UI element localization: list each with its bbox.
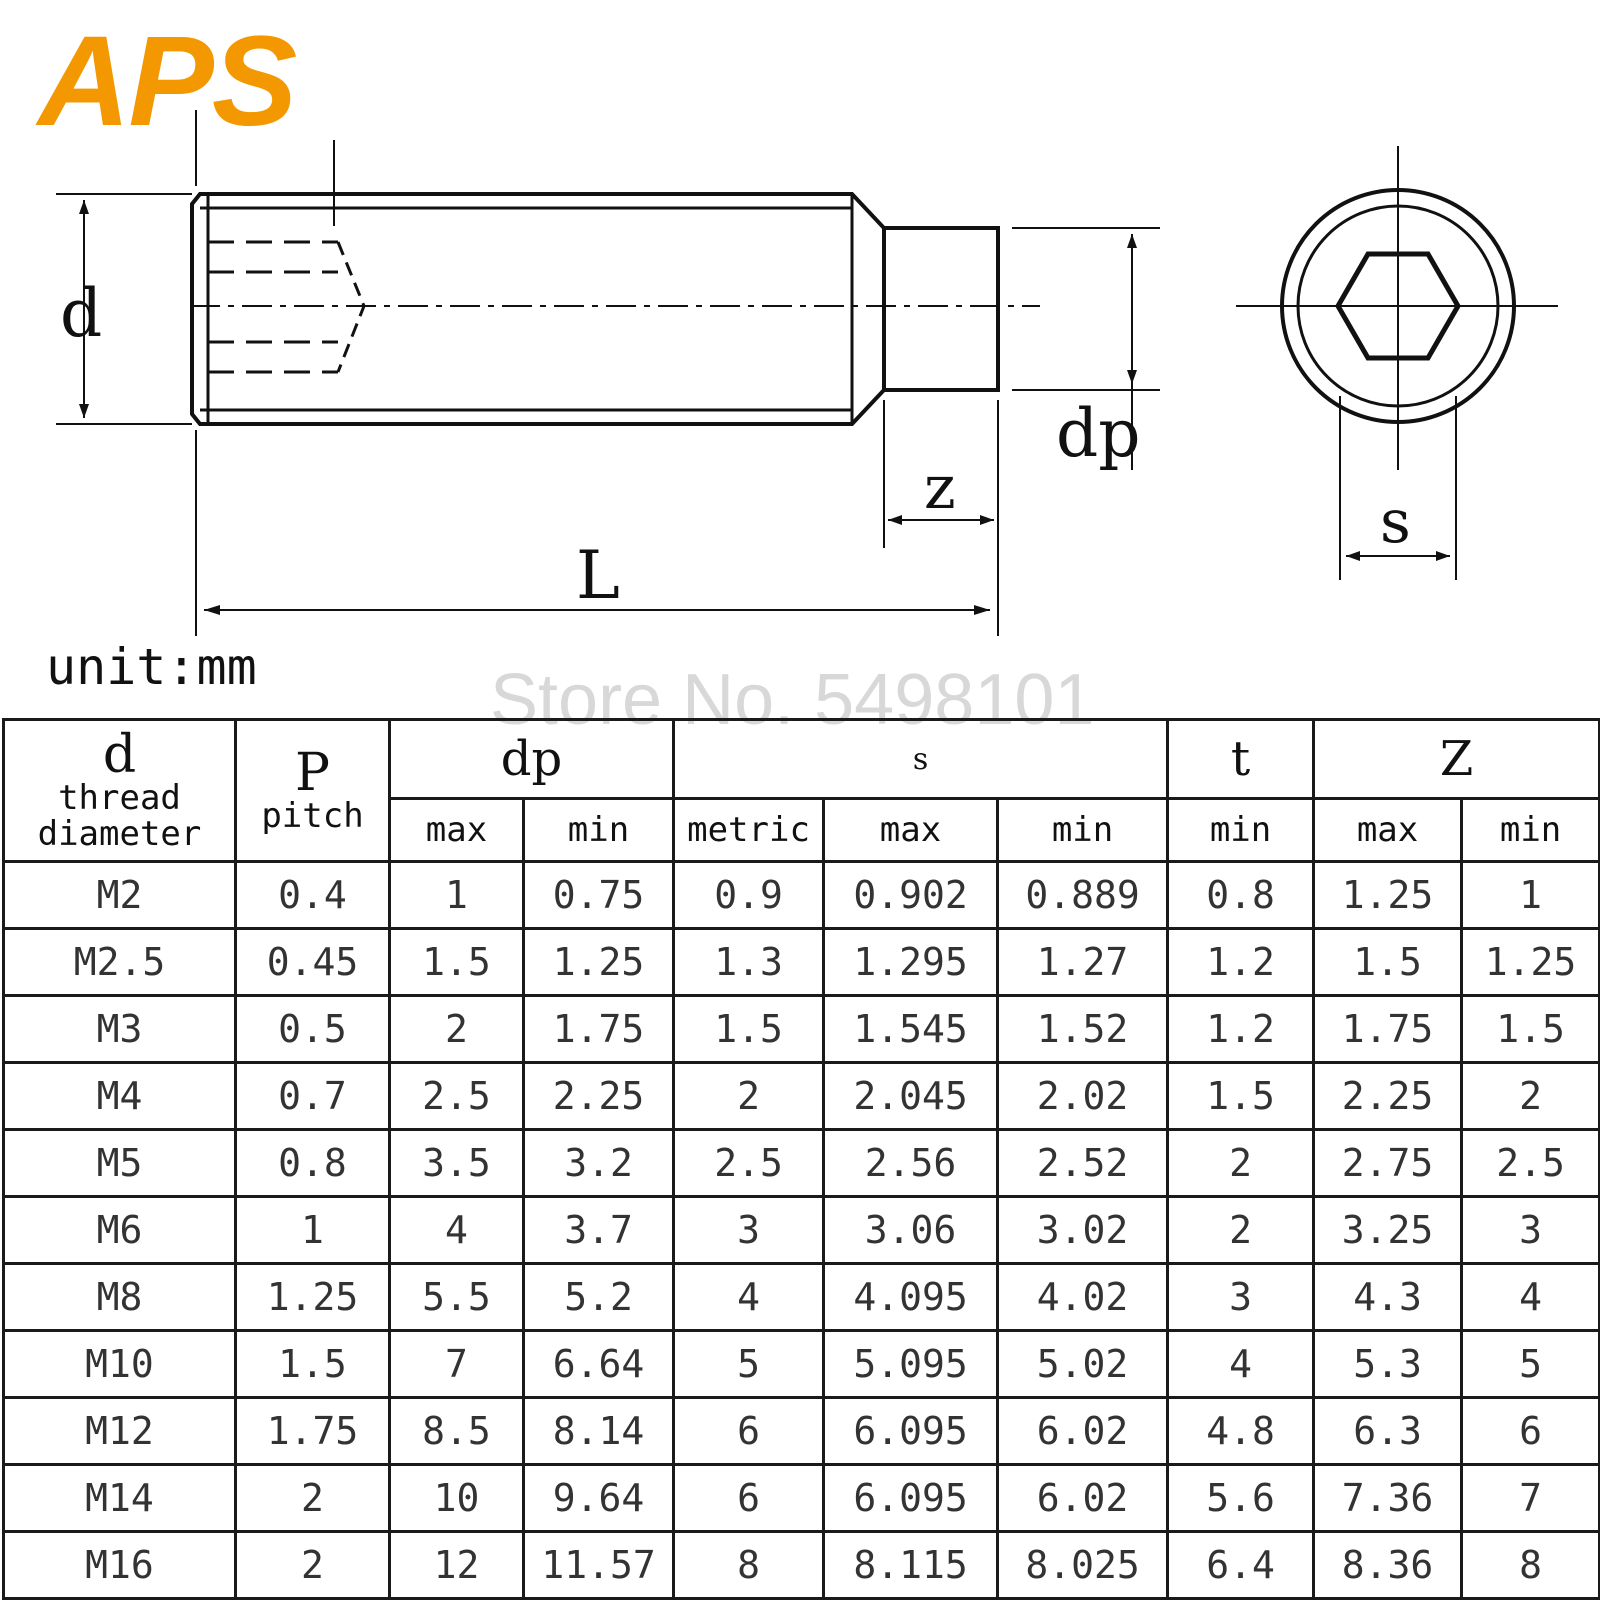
header-p (236, 720, 390, 862)
label-z: z (924, 453, 956, 523)
table-cell: 4.3 (1314, 1264, 1462, 1331)
table-cell: 6 (1462, 1398, 1600, 1465)
header-d-desc-2: diameter (37, 813, 202, 854)
table-row (4, 1465, 1600, 1532)
table-cell: 1.5 (390, 929, 524, 996)
table-cell: 1.5 (1462, 996, 1600, 1063)
table-cell: 1 (1462, 862, 1600, 929)
table-cell: 1.5 (1168, 1063, 1314, 1130)
table-row (4, 996, 1600, 1063)
table-cell: 3.06 (824, 1197, 998, 1264)
table-cell: 3 (1168, 1264, 1314, 1331)
header-d-desc-1: thread (58, 777, 181, 818)
unit-label: unit:mm (46, 638, 257, 696)
table-cell: 2.75 (1314, 1130, 1462, 1197)
table-cell: 3 (1462, 1197, 1600, 1264)
table-cell: 5.02 (998, 1331, 1168, 1398)
table-cell: 0.75 (524, 862, 674, 929)
table-cell: 1 (236, 1197, 390, 1264)
table-cell: 3.7 (524, 1197, 674, 1264)
table-row (4, 1197, 1600, 1264)
table-cell: 2.52 (998, 1130, 1168, 1197)
table-cell: 4.095 (824, 1264, 998, 1331)
table-cell: 7 (1462, 1465, 1600, 1532)
table-cell: 2.56 (824, 1130, 998, 1197)
header-z-group: Z (1314, 720, 1600, 799)
header-p-symbol: P (295, 742, 330, 803)
table-cell: M16 (4, 1532, 236, 1599)
header-s-group: s (674, 720, 1168, 799)
table-cell: 7 (390, 1331, 524, 1398)
header-dp-max: max (390, 799, 524, 862)
table-cell: 2.045 (824, 1063, 998, 1130)
table-cell: 1 (390, 862, 524, 929)
label-dp: dp (1056, 395, 1141, 472)
table-cell: 6 (674, 1398, 824, 1465)
table-row (4, 862, 1600, 929)
table-cell: 2 (1168, 1130, 1314, 1197)
table-cell: 1.2 (1168, 929, 1314, 996)
table-cell: 6.02 (998, 1465, 1168, 1532)
screw-body-outline (192, 194, 884, 424)
table-cell: 2.02 (998, 1063, 1168, 1130)
table-row (4, 1331, 1600, 1398)
table-cell: 8.025 (998, 1532, 1168, 1599)
header-s-min: min (998, 799, 1168, 862)
table-cell: 6 (674, 1465, 824, 1532)
table-cell: 1.75 (1314, 996, 1462, 1063)
table-cell: 4 (1462, 1264, 1600, 1331)
spec-table (2, 718, 1600, 1600)
table-row (4, 929, 1600, 996)
table-cell: 8.14 (524, 1398, 674, 1465)
table-row (4, 1532, 1600, 1599)
table-cell: 5.2 (524, 1264, 674, 1331)
header-z-min: min (1462, 799, 1600, 862)
table-cell: 2.25 (1314, 1063, 1462, 1130)
table-cell: 2 (1462, 1063, 1600, 1130)
table-cell: 1.75 (236, 1398, 390, 1465)
table-cell: 4.02 (998, 1264, 1168, 1331)
table-cell: 1.5 (674, 996, 824, 1063)
table-cell: 3.2 (524, 1130, 674, 1197)
table-cell: 11.57 (524, 1532, 674, 1599)
table-cell: 0.902 (824, 862, 998, 929)
header-z-max: max (1314, 799, 1462, 862)
table-cell: 2 (674, 1063, 824, 1130)
header-p-desc: pitch (261, 795, 364, 836)
label-L: L (576, 537, 620, 614)
table-cell: 1.3 (674, 929, 824, 996)
table-cell: M5 (4, 1130, 236, 1197)
table-cell: 0.45 (236, 929, 390, 996)
table-cell: 5 (674, 1331, 824, 1398)
header-d-symbol: d (102, 724, 137, 785)
table-cell: 5.3 (1314, 1331, 1462, 1398)
label-s: s (1380, 487, 1411, 557)
table-cell: 1.52 (998, 996, 1168, 1063)
table-cell: 4 (390, 1197, 524, 1264)
table-cell: 6.095 (824, 1465, 998, 1532)
dog-point-outline (884, 228, 998, 390)
table-row (4, 1130, 1600, 1197)
table-cell: 0.889 (998, 862, 1168, 929)
table-cell: M10 (4, 1331, 236, 1398)
table-cell: M6 (4, 1197, 236, 1264)
table-cell: 1.545 (824, 996, 998, 1063)
table-cell: 6.4 (1168, 1532, 1314, 1599)
table-cell: M2 (4, 862, 236, 929)
table-cell: 9.64 (524, 1465, 674, 1532)
table-cell: 6.3 (1314, 1398, 1462, 1465)
table-cell: 7.36 (1314, 1465, 1462, 1532)
table-cell: 8 (1462, 1532, 1600, 1599)
table-cell: 8.115 (824, 1532, 998, 1599)
table-cell: 1.75 (524, 996, 674, 1063)
table-cell: 2.5 (674, 1130, 824, 1197)
table-cell: 3.02 (998, 1197, 1168, 1264)
header-s-metric: metric (674, 799, 824, 862)
table-cell: 5 (1462, 1331, 1600, 1398)
table-cell: 1.5 (236, 1331, 390, 1398)
table-cell: 1.25 (1462, 929, 1600, 996)
table-cell: 6.64 (524, 1331, 674, 1398)
table-cell: 3.25 (1314, 1197, 1462, 1264)
table-cell: 5.6 (1168, 1465, 1314, 1532)
header-d (4, 720, 236, 862)
table-row (4, 1063, 1600, 1130)
aps-logo: APS (38, 10, 296, 153)
table-cell: 1.27 (998, 929, 1168, 996)
table-cell: 8.36 (1314, 1532, 1462, 1599)
table-cell: 12 (390, 1532, 524, 1599)
table-cell: M2.5 (4, 929, 236, 996)
table-cell: M12 (4, 1398, 236, 1465)
table-cell: 3.5 (390, 1130, 524, 1197)
table-cell: 1.2 (1168, 996, 1314, 1063)
table-cell: 1.295 (824, 929, 998, 996)
table-cell: 2 (1168, 1197, 1314, 1264)
table-cell: 0.4 (236, 862, 390, 929)
table-cell: 5.5 (390, 1264, 524, 1331)
table-cell: 0.5 (236, 996, 390, 1063)
header-dp-min: min (524, 799, 674, 862)
header-t-min: min (1168, 799, 1314, 862)
label-d: d (60, 275, 103, 352)
table-cell: 2.25 (524, 1063, 674, 1130)
table-cell: 2 (390, 996, 524, 1063)
store-watermark: Store No. 5498101 (490, 660, 1095, 740)
table-cell: 2 (236, 1532, 390, 1599)
table-cell: 1.25 (524, 929, 674, 996)
table-cell: 4 (674, 1264, 824, 1331)
table-cell: 6.095 (824, 1398, 998, 1465)
table-row (4, 1398, 1600, 1465)
table-cell: 1.5 (1314, 929, 1462, 996)
table-cell: 0.9 (674, 862, 824, 929)
table-cell: M14 (4, 1465, 236, 1532)
table-cell: 5.095 (824, 1331, 998, 1398)
table-cell: 0.7 (236, 1063, 390, 1130)
table-cell: 2.5 (1462, 1130, 1600, 1197)
table-cell: 1.25 (1314, 862, 1462, 929)
header-dp-group: dp (390, 720, 674, 799)
table-cell: 2.5 (390, 1063, 524, 1130)
table-cell: 3 (674, 1197, 824, 1264)
table-cell: 0.8 (236, 1130, 390, 1197)
header-t-group: t (1168, 720, 1314, 799)
table-cell: 8.5 (390, 1398, 524, 1465)
table-cell: 4 (1168, 1331, 1314, 1398)
table-cell: 4.8 (1168, 1398, 1314, 1465)
table-cell: 0.8 (1168, 862, 1314, 929)
table-cell: M8 (4, 1264, 236, 1331)
table-row (4, 1264, 1600, 1331)
table-cell: 6.02 (998, 1398, 1168, 1465)
table-cell: 10 (390, 1465, 524, 1532)
table-cell: 8 (674, 1532, 824, 1599)
table-cell: M3 (4, 996, 236, 1063)
header-s-max: max (824, 799, 998, 862)
table-cell: 1.25 (236, 1264, 390, 1331)
table-cell: M4 (4, 1063, 236, 1130)
table-cell: 2 (236, 1465, 390, 1532)
